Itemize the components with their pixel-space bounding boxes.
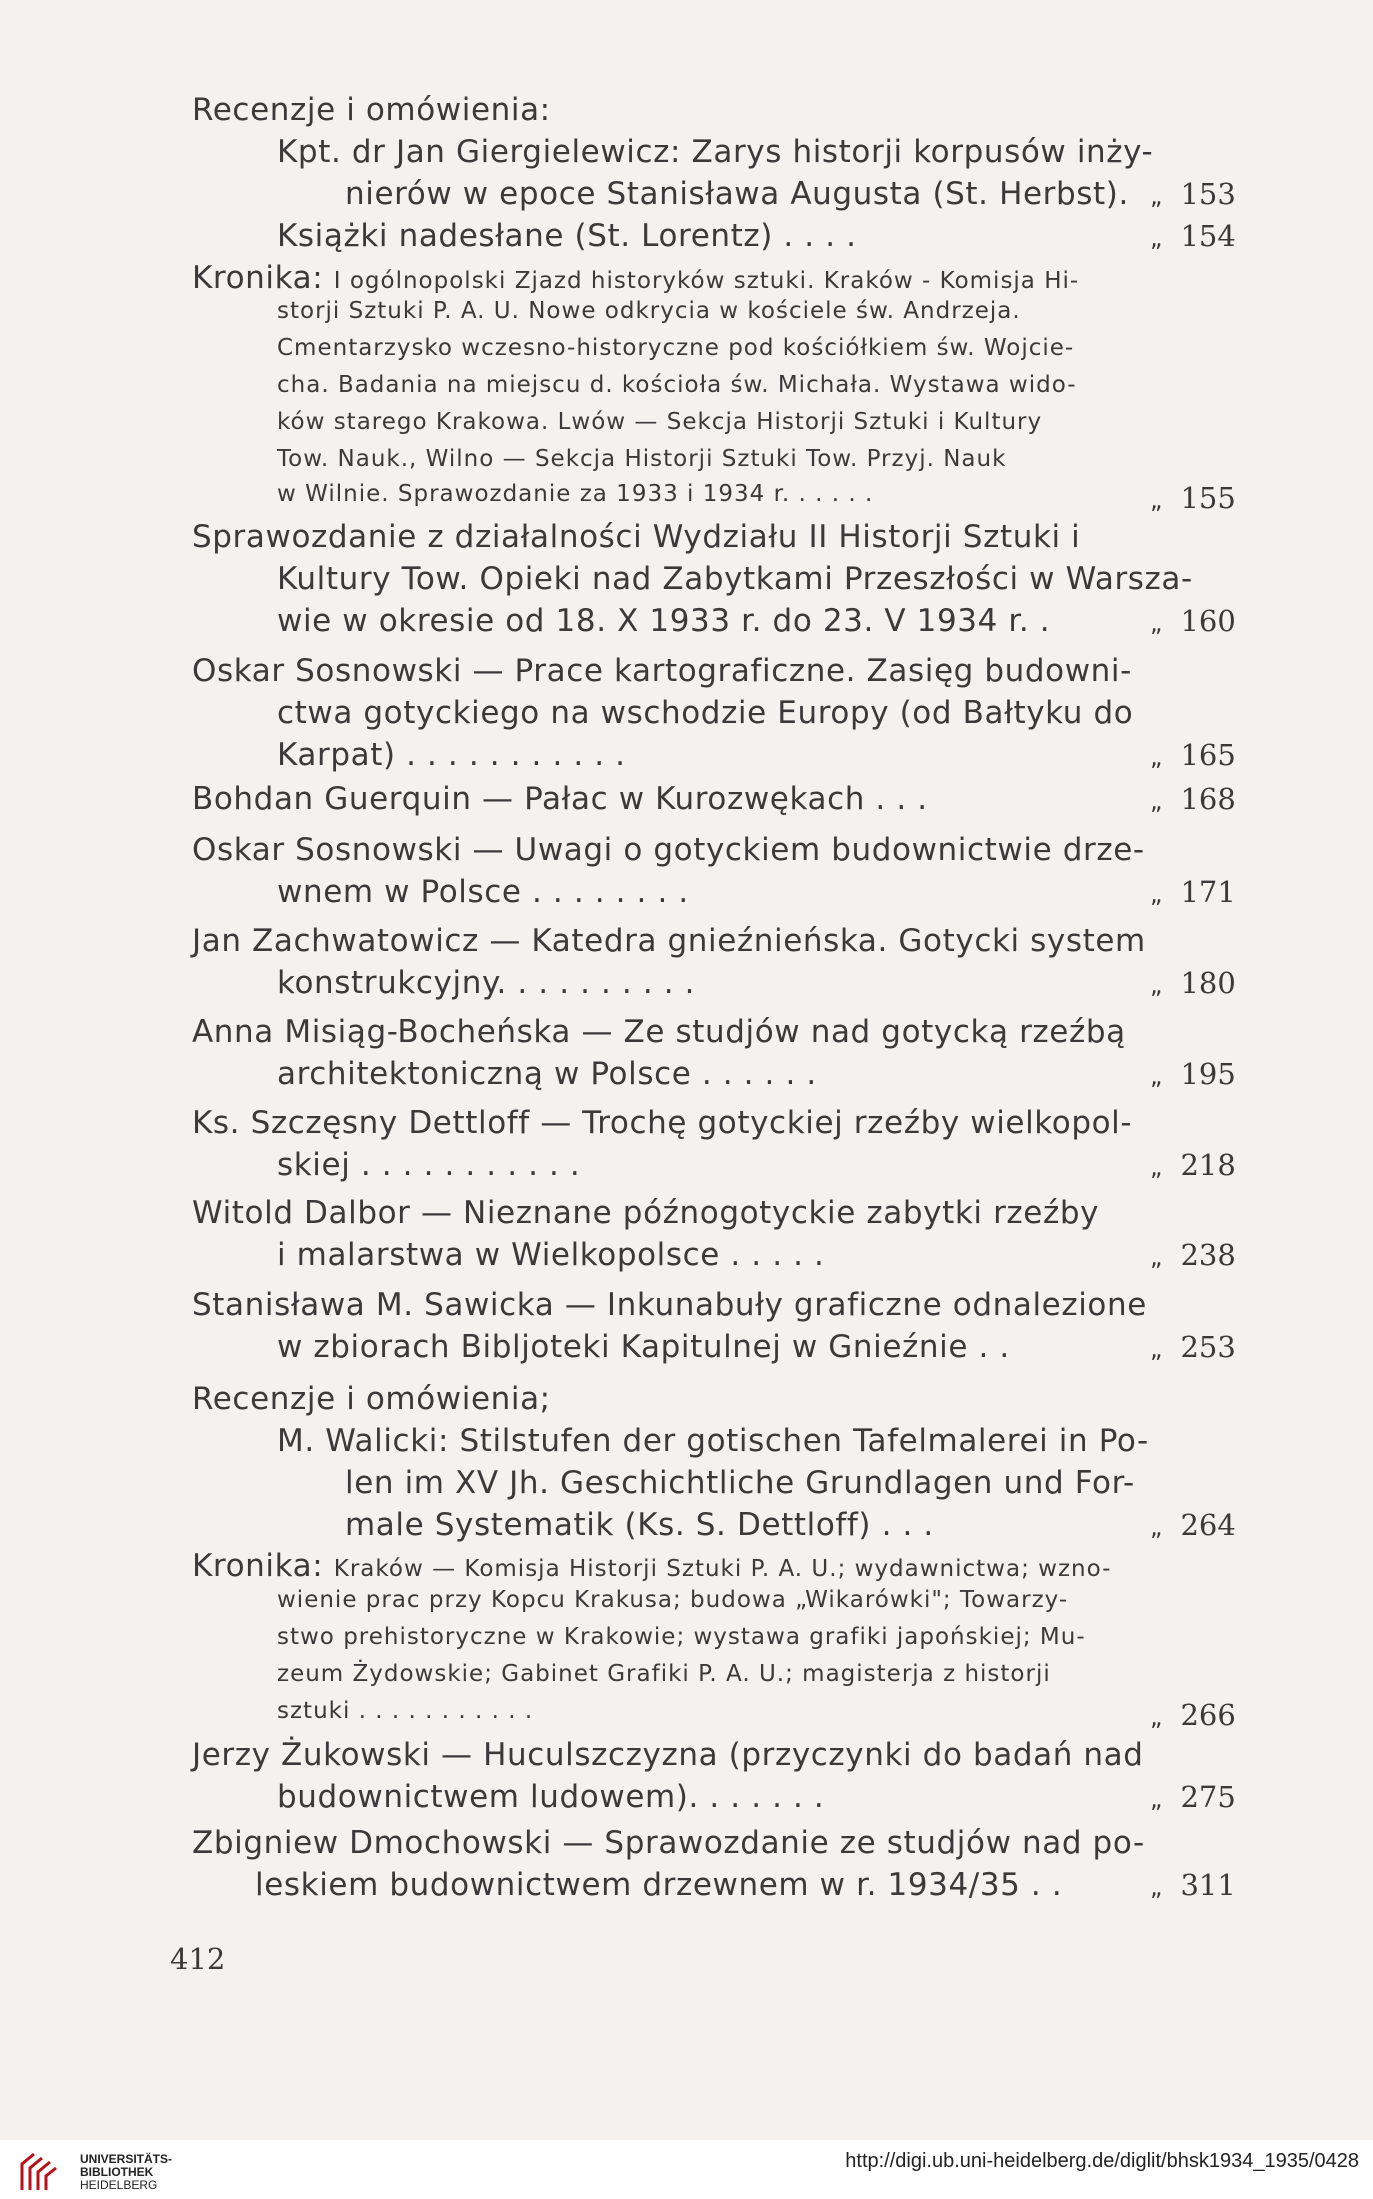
kronika-entry-line: Cmentarzysko wczesno-historyczne pod kościółkiem św. Wojcie- (277, 335, 1075, 361)
toc-entry-line: Stanisława M. Sawicka — Inkunabuły graficzne odnalezione (192, 1287, 1147, 1323)
library-name-line3: HEIDELBERG (80, 2178, 158, 2192)
toc-entry-line: Oskar Sosnowski — Prace kartograficzne. Zasięg budowni- (192, 653, 1132, 689)
kronika-entry-line: w Wilnie. Sprawozdanie za 1933 i 1934 r. . . . . . (277, 481, 874, 507)
library-name-line1: UNIVERSITÄTS- (80, 2152, 173, 2166)
toc-entry-line: ctwa gotyckiego na wschodzie Europy (od Bałtyku do (277, 695, 1134, 731)
page-ref: „ 160 (1150, 604, 1236, 638)
kronika-entry-line: storji Sztuki P. A. U. Nowe odkrycia w kościele św. Andrzeja. (277, 298, 1021, 324)
toc-entry-line: nierów w epoce Stanisława Augusta (St. Herbst). (345, 176, 1129, 212)
source-url-link[interactable]: http://digi.ub.uni-heidelberg.de/diglit/bhsk1934_1935/0428 (845, 2150, 1359, 2172)
toc-entry-line: i malarstwa w Wielkopolsce . . . . . (277, 1237, 825, 1273)
page-ref: „ 238 (1150, 1238, 1236, 1272)
kronika-label: Kronika: (192, 260, 324, 296)
toc-entry-line: w zbiorach Bibljoteki Kapitulnej w Gnieźnie . . (277, 1329, 1010, 1365)
page-ref: „ 153 (1150, 177, 1236, 211)
toc-entry-line: skiej . . . . . . . . . . . (277, 1147, 581, 1183)
page-number: 412 (170, 1942, 226, 1976)
kronika-text: I ogólnopolski Zjazd historyków sztuki. Kraków - Komisja Hi- (333, 268, 1080, 294)
toc-entry-line: Ks. Szczęsny Dettloff — Trochę gotyckiej rzeźby wielkopol- (192, 1105, 1133, 1141)
kronika-entry-line: wienie prac przy Kopcu Krakusa; budowa „Wikarówki"; Towarzy- (277, 1587, 1069, 1613)
section-heading-reviews: Recenzje i omówienia; (192, 1381, 551, 1417)
library-name-line2: BIBLIOTHEK (80, 2165, 154, 2179)
toc-entry-line: Zbigniew Dmochowski — Sprawozdanie ze studjów nad po- (192, 1825, 1145, 1861)
library-logo-icon (16, 2150, 60, 2194)
kronika-entry-line: Tow. Nauk., Wilno — Sekcja Historji Sztuki Tow. Przyj. Nauk (277, 446, 1007, 472)
toc-entry-line: Jerzy Żukowski — Huculszczyzna (przyczynki do badań nad (192, 1737, 1144, 1773)
page-ref: „ 266 (1150, 1698, 1236, 1732)
toc-entry-line: wie w okresie od 18. X 1933 r. do 23. V 1934 r. . (277, 603, 1051, 639)
toc-entry-line: Karpat) . . . . . . . . . . . (277, 737, 626, 773)
toc-entry-line: Książki nadesłane (St. Lorentz) . . . . (277, 218, 857, 254)
kronika-entry-line: cha. Badania na miejscu d. kościoła św. Michała. Wystawa wido- (277, 372, 1077, 398)
page-ref: „ 253 (1150, 1330, 1236, 1364)
toc-entry-line: male Systematik (Ks. S. Dettloff) . . . (345, 1507, 934, 1543)
toc-entry-line: len im XV Jh. Geschichtliche Grundlagen und For- (345, 1465, 1135, 1501)
page-ref: „ 195 (1150, 1057, 1236, 1091)
page-ref: „ 165 (1150, 738, 1236, 772)
library-name (80, 2153, 172, 2192)
toc-entry-line: konstrukcyjny. . . . . . . . . . (277, 965, 696, 1001)
page-ref: „ 218 (1150, 1148, 1236, 1182)
toc-entry-line: Oskar Sosnowski — Uwagi o gotyckiem budownictwie drze- (192, 832, 1145, 868)
toc-entry-line: M. Walicki: Stilstufen der gotischen Tafelmalerei in Po- (277, 1423, 1149, 1459)
toc-entry-line: budownictwem ludowem). . . . . . . (277, 1779, 825, 1815)
page-ref: „ 264 (1150, 1508, 1236, 1542)
page-ref: „ 171 (1150, 875, 1236, 909)
toc-entry-line: Witold Dalbor — Nieznane późnogotyckie zabytki rzeźby (192, 1195, 1100, 1231)
kronika-entry-line: sztuki . . . . . . . . . . . (277, 1698, 534, 1724)
toc-entry-line: architektoniczną w Polsce . . . . . . (277, 1056, 817, 1092)
kronika-label: Kronika: (192, 1548, 324, 1584)
toc-entry-line: Sprawozdanie z działalności Wydziału II Historji Sztuki i (192, 519, 1081, 555)
toc-entry-line: Anna Misiąg-Bocheńska — Ze studjów nad gotycką rzeźbą (192, 1014, 1126, 1050)
kronika-entry-line: ków starego Krakowa. Lwów — Sekcja Historji Sztuki i Kultury (277, 409, 1043, 435)
toc-entry-line: Kpt. dr Jan Giergielewicz: Zarys historji korpusów inży- (277, 134, 1154, 170)
page-ref: „ 154 (1150, 219, 1236, 253)
toc-entry-line: Kultury Tow. Opieki nad Zabytkami Przeszłości w Warsza- (277, 561, 1193, 597)
page-ref: „ 275 (1150, 1780, 1236, 1814)
kronika-text: Kraków — Komisja Historji Sztuki P. A. U.; wydawnictwa; wzno- (333, 1556, 1112, 1582)
toc-entry-line: leskiem budownictwem drzewnem w r. 1934/35 . . (255, 1867, 1063, 1903)
page-ref: „ 168 (1150, 782, 1236, 816)
section-heading-reviews: Recenzje i omówienia: (192, 92, 551, 128)
page-ref: „ 311 (1150, 1868, 1236, 1902)
page-ref: „ 155 (1150, 481, 1236, 515)
kronika-entry-line: stwo prehistoryczne w Krakowie; wystawa grafiki japońskiej; Mu- (277, 1624, 1086, 1650)
toc-entry-line: Jan Zachwatowicz — Katedra gnieźnieńska. Gotycki system (192, 923, 1146, 959)
kronika-entry-line: zeum Żydowskie; Gabinet Grafiki P. A. U.; magisterja z historji (277, 1661, 1051, 1687)
kronika-entry-line (192, 1546, 1111, 1589)
toc-entry-line: wnem w Polsce . . . . . . . . (277, 874, 689, 910)
toc-entry-line: Bohdan Guerquin — Pałac w Kurozwękach . . . (192, 781, 928, 817)
page-ref: „ 180 (1150, 966, 1236, 1000)
